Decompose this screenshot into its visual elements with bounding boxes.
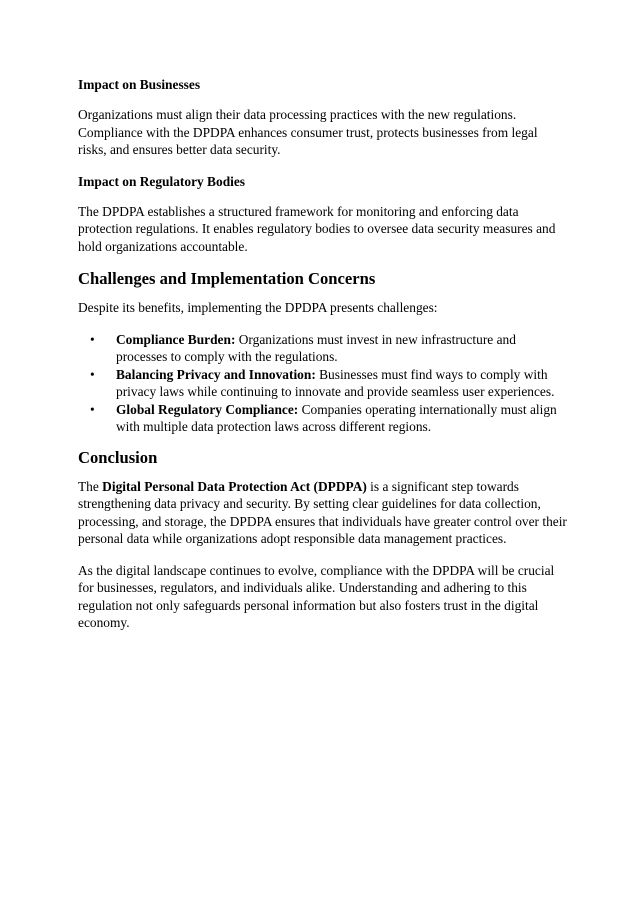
impact-businesses-paragraph: Organizations must align their data processing practices with the new regulations. Compliance with the DPDPA enhances consumer trust, protects businesses from legal risks, and ensures better data security.	[78, 107, 538, 157]
bullet-icon: •	[90, 331, 95, 347]
conclusion-paragraph-2: As the digital landscape continues to evolve, compliance with the DPDPA will be crucial for businesses, regulators, and individuals alike. Understanding and adhering to this regulation not only safeguards personal information but also fosters trust in the digital economy.	[78, 562, 555, 630]
challenges-heading: Challenges and Implementation Concerns	[78, 269, 376, 288]
list-item	[78, 366, 568, 401]
list-item	[78, 401, 568, 436]
conclusion-heading: Conclusion	[78, 447, 158, 467]
list-item-term: Compliance Burden:	[116, 331, 236, 347]
list-item-text: Companies operating internationally must align with multiple data protection laws across different regions.	[116, 401, 557, 434]
conclusion-p1-bold: Digital Personal Data Protection Act (DPDPA)	[102, 478, 367, 494]
list-item-term: Balancing Privacy and Innovation:	[116, 366, 316, 382]
challenges-list	[78, 331, 568, 436]
bullet-icon: •	[90, 401, 95, 417]
impact-regulatory-paragraph: The DPDPA establishes a structured framework for monitoring and enforcing data protection regulations. It enables regulatory bodies to oversee data security measures and hold organizations accountable.	[78, 203, 556, 254]
conclusion-paragraph-1	[78, 478, 568, 548]
challenges-intro: Despite its benefits, implementing the DPDPA presents challenges:	[78, 300, 438, 315]
conclusion-p1-post: is a significant step towards strengthening data privacy and security. By setting clear guidelines for data collection, processing, and storage, the DPDPA ensures that individuals have greater control over their personal data while organizations adopt responsible data management practices.	[78, 478, 567, 546]
impact-businesses-heading: Impact on Businesses	[78, 77, 201, 92]
list-item	[78, 331, 568, 366]
bullet-icon: •	[90, 366, 95, 382]
list-item-text: Businesses must find ways to comply with privacy laws while continuing to innovate and provide seamless user experiences.	[116, 366, 555, 399]
conclusion-p1-pre: The	[78, 478, 103, 494]
impact-regulatory-heading: Impact on Regulatory Bodies	[78, 173, 246, 189]
list-item-term: Global Regulatory Compliance:	[116, 401, 299, 417]
list-item-text: Organizations must invest in new infrastructure and processes to comply with the regulations.	[116, 331, 516, 364]
